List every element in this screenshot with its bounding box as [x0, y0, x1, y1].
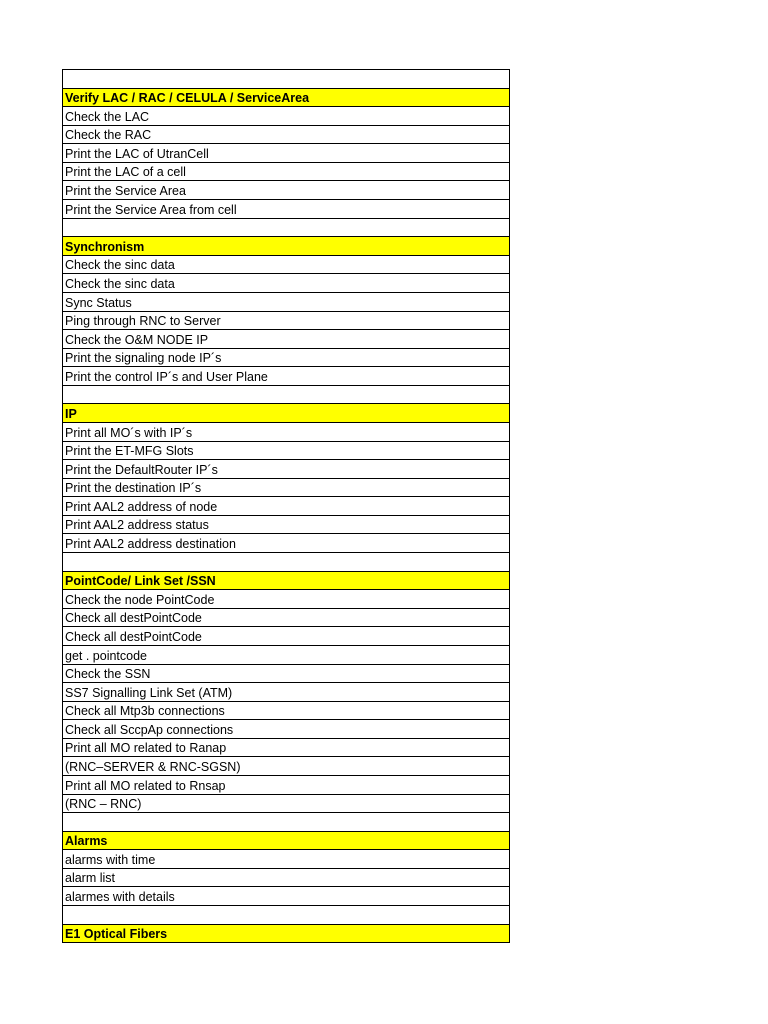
- table-row: get . pointcode: [63, 646, 510, 665]
- table-row: Print the control IP´s and User Plane: [63, 367, 510, 386]
- section-header-row: Verify LAC / RAC / CELULA / ServiceArea: [63, 89, 510, 108]
- table-row: Check the sinc data: [63, 274, 510, 293]
- blank-row: [63, 219, 510, 238]
- table-row: alarmes with details: [63, 887, 510, 906]
- table-row: Print all MO´s with IP´s: [63, 423, 510, 442]
- table-row: Check the O&M NODE IP: [63, 330, 510, 349]
- table-row: Print the ET-MFG Slots: [63, 442, 510, 461]
- table-row: (RNC–SERVER & RNC-SGSN): [63, 757, 510, 776]
- table-row: Print the signaling node IP´s: [63, 349, 510, 368]
- spreadsheet-table: [62, 69, 510, 943]
- blank-row: [63, 386, 510, 405]
- table-row: Check the node PointCode: [63, 590, 510, 609]
- table-row: Check all Mtp3b connections: [63, 702, 510, 721]
- section-header-row: E1 Optical Fibers: [63, 925, 510, 944]
- table-row: Check all SccpAp connections: [63, 720, 510, 739]
- table-row: Print AAL2 address of node: [63, 497, 510, 516]
- table-row: Print the LAC of a cell: [63, 163, 510, 182]
- table-row: alarms with time: [63, 850, 510, 869]
- table-row: Sync Status: [63, 293, 510, 312]
- section-header-row: IP: [63, 404, 510, 423]
- table-row: Check the sinc data: [63, 256, 510, 275]
- table-row: Check all destPointCode: [63, 627, 510, 646]
- table-row: Ping through RNC to Server: [63, 312, 510, 331]
- table-row: Print all MO related to Rnsap: [63, 776, 510, 795]
- blank-row: [63, 813, 510, 832]
- table-row: Check all destPointCode: [63, 609, 510, 628]
- table-row: Check the RAC: [63, 126, 510, 145]
- section-header-row: Synchronism: [63, 237, 510, 256]
- section-header-row: PointCode/ Link Set /SSN: [63, 572, 510, 591]
- section-header-row: Alarms: [63, 832, 510, 851]
- table-row: Print the Service Area from cell: [63, 200, 510, 219]
- table-row: (RNC – RNC): [63, 795, 510, 814]
- blank-row: [63, 70, 510, 89]
- blank-row: [63, 906, 510, 925]
- table-row: Print the DefaultRouter IP´s: [63, 460, 510, 479]
- table-row: Print the Service Area: [63, 181, 510, 200]
- table-row: Print the LAC of UtranCell: [63, 144, 510, 163]
- table-row: Print AAL2 address status: [63, 516, 510, 535]
- blank-row: [63, 553, 510, 572]
- table-row: alarm list: [63, 869, 510, 888]
- table-row: Check the LAC: [63, 107, 510, 126]
- table-row: Print AAL2 address destination: [63, 534, 510, 553]
- table-row: Check the SSN: [63, 665, 510, 684]
- table-row: SS7 Signalling Link Set (ATM): [63, 683, 510, 702]
- table-row: Print all MO related to Ranap: [63, 739, 510, 758]
- table-row: Print the destination IP´s: [63, 479, 510, 498]
